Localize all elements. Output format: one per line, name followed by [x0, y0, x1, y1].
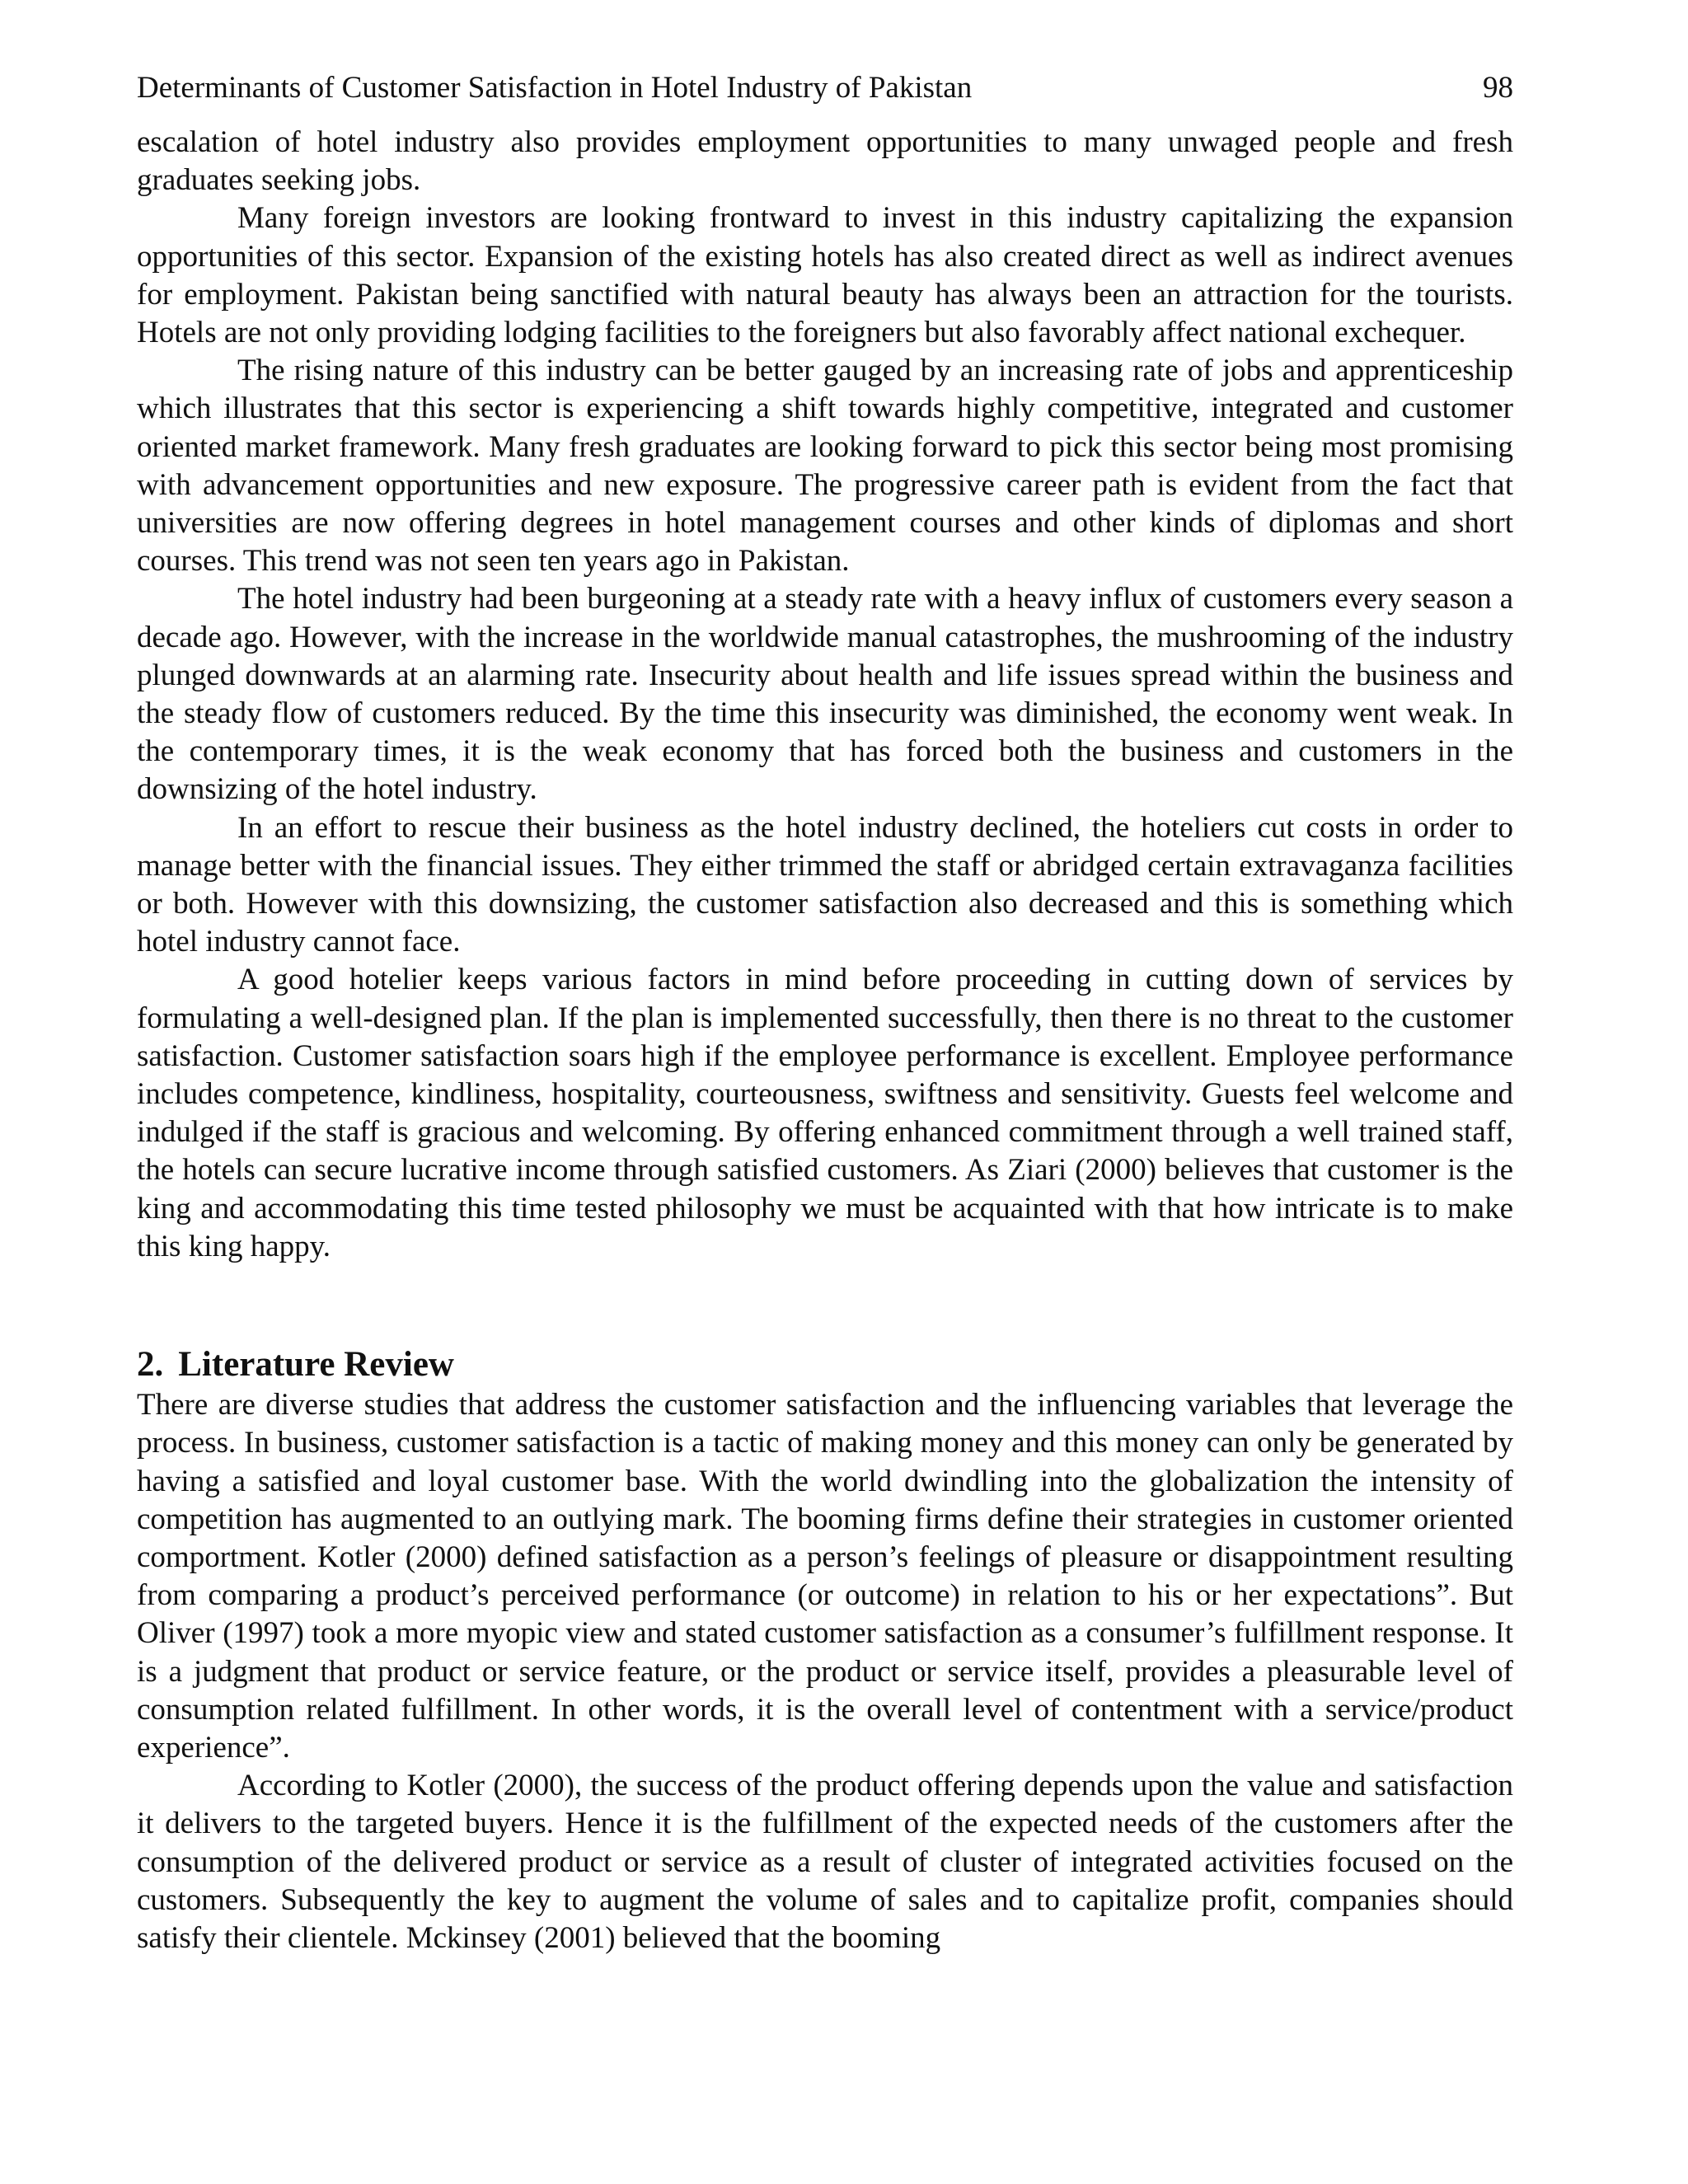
paragraph-continuation: escalation of hotel industry also provides employment opportunities to many unwaged people and fresh graduates seeking jobs.: [137, 125, 1513, 198]
paragraph: The hotel industry had been burgeoning at a steady rate with a heavy influx of customers every season a decade ago. However, with the increase in the worldwide manual catastrophes, the mushrooming of the industry plunged downwards at an alarming rate. Insecurity about health and life issues spread within the business and the steady flow of customers reduced. By the time this insecurity was diminished, the economy went weak. In the contemporary times, it is the weak economy that has forced both the business and customers in the downsizing of the hotel industry.: [137, 582, 1513, 807]
page-number: 98: [1483, 71, 1513, 105]
paragraph: Many foreign investors are looking frontward to invest in this industry capitalizing the expansion opportunities of this sector. Expansion of the existing hotels has also created direct as well as indirect avenues for employment. Pakistan being sanctified with natural beauty has always been an attraction for the tourists. Hotels are not only providing lodging facilities to the foreigners but also favorably affect national exchequer.: [137, 201, 1513, 350]
paragraph: A good hotelier keeps various factors in mind before proceeding in cutting down of services by formulating a well-designed plan. If the plan is implemented successfully, then there is no threat to the customer satisfaction. Customer satisfaction soars high if the employee performance is excellent. Employee performance includes competence, kindliness, hospitality, courteousness, swiftness and sensitivity. Guests feel welcome and indulged if the staff is gracious and welcoming. By offering enhanced commitment through a well trained staff, the hotels can secure lucrative income through satisfied customers. As Ziari (2000) believes that customer is the king and accommodating this time tested philosophy we must be acquainted with that how intricate is to make this king happy.: [137, 963, 1513, 1263]
paragraph: According to Kotler (2000), the success of the product offering depends upon the value and satisfaction it delivers to the targeted buyers. Hence it is the fulfillment of the expected needs of the customers after the consumption of the delivered product or service as a result of cluster of integrated activities focused on the customers. Subsequently the key to augment the volume of sales and to capitalize profit, companies should satisfy their clientele. Mckinsey (2001) believed that the booming: [137, 1769, 1513, 1955]
section-heading: [137, 1343, 1513, 1386]
paper-page: [137, 69, 1513, 1957]
running-header: [137, 69, 1513, 107]
paragraph: In an effort to rescue their business as the hotel industry declined, the hoteliers cut costs in order to manage better with the financial issues. They either trimmed the staff or abridged certain extravaganza facilities or both. However with this downsizing, the customer satisfaction also decreased and this is something which hotel industry cannot face.: [137, 810, 1513, 959]
paragraph: The rising nature of this industry can be better gauged by an increasing rate of jobs and apprenticeship which illustrates that this sector is experiencing a shift towards highly competitive, integrated and customer oriented market framework. Many fresh graduates are looking forward to pick this sector being most promising with advancement opportunities and new exposure. The progressive career path is evident from the fact that universities are now offering degrees in hotel management courses and other kinds of diplomas and short courses. This trend was not seen ten years ago in Pakistan.: [137, 354, 1513, 579]
running-title: Determinants of Customer Satisfaction in Hotel Industry of Pakistan: [137, 71, 973, 105]
section-number: 2.: [137, 1345, 164, 1385]
paragraph: There are diverse studies that address the customer satisfaction and the influencing variables that leverage the process. In business, customer satisfaction is a tactic of making money and this money can only be generated by having a satisfied and loyal customer base. With the world dwindling into the globalization the intensity of competition has augmented to an outlying mark. The booming firms define their strategies in customer oriented comportment. Kotler (2000) defined satisfaction as a person’s feelings of pleasure or disappointment resulting from comparing a product’s perceived performance (or outcome) in relation to his or her expectations”. But Oliver (1997) took a more myopic view and stated customer satisfaction as a consumer’s fulfillment response. It is a judgment that product or service feature, or the product or service itself, provides a pleasurable level of consumption related fulfillment. In other words, it is the overall level of contentment with a service/product experience”.: [137, 1388, 1513, 1765]
section-title: Literature Review: [178, 1345, 454, 1385]
body-text: [137, 124, 1513, 1957]
